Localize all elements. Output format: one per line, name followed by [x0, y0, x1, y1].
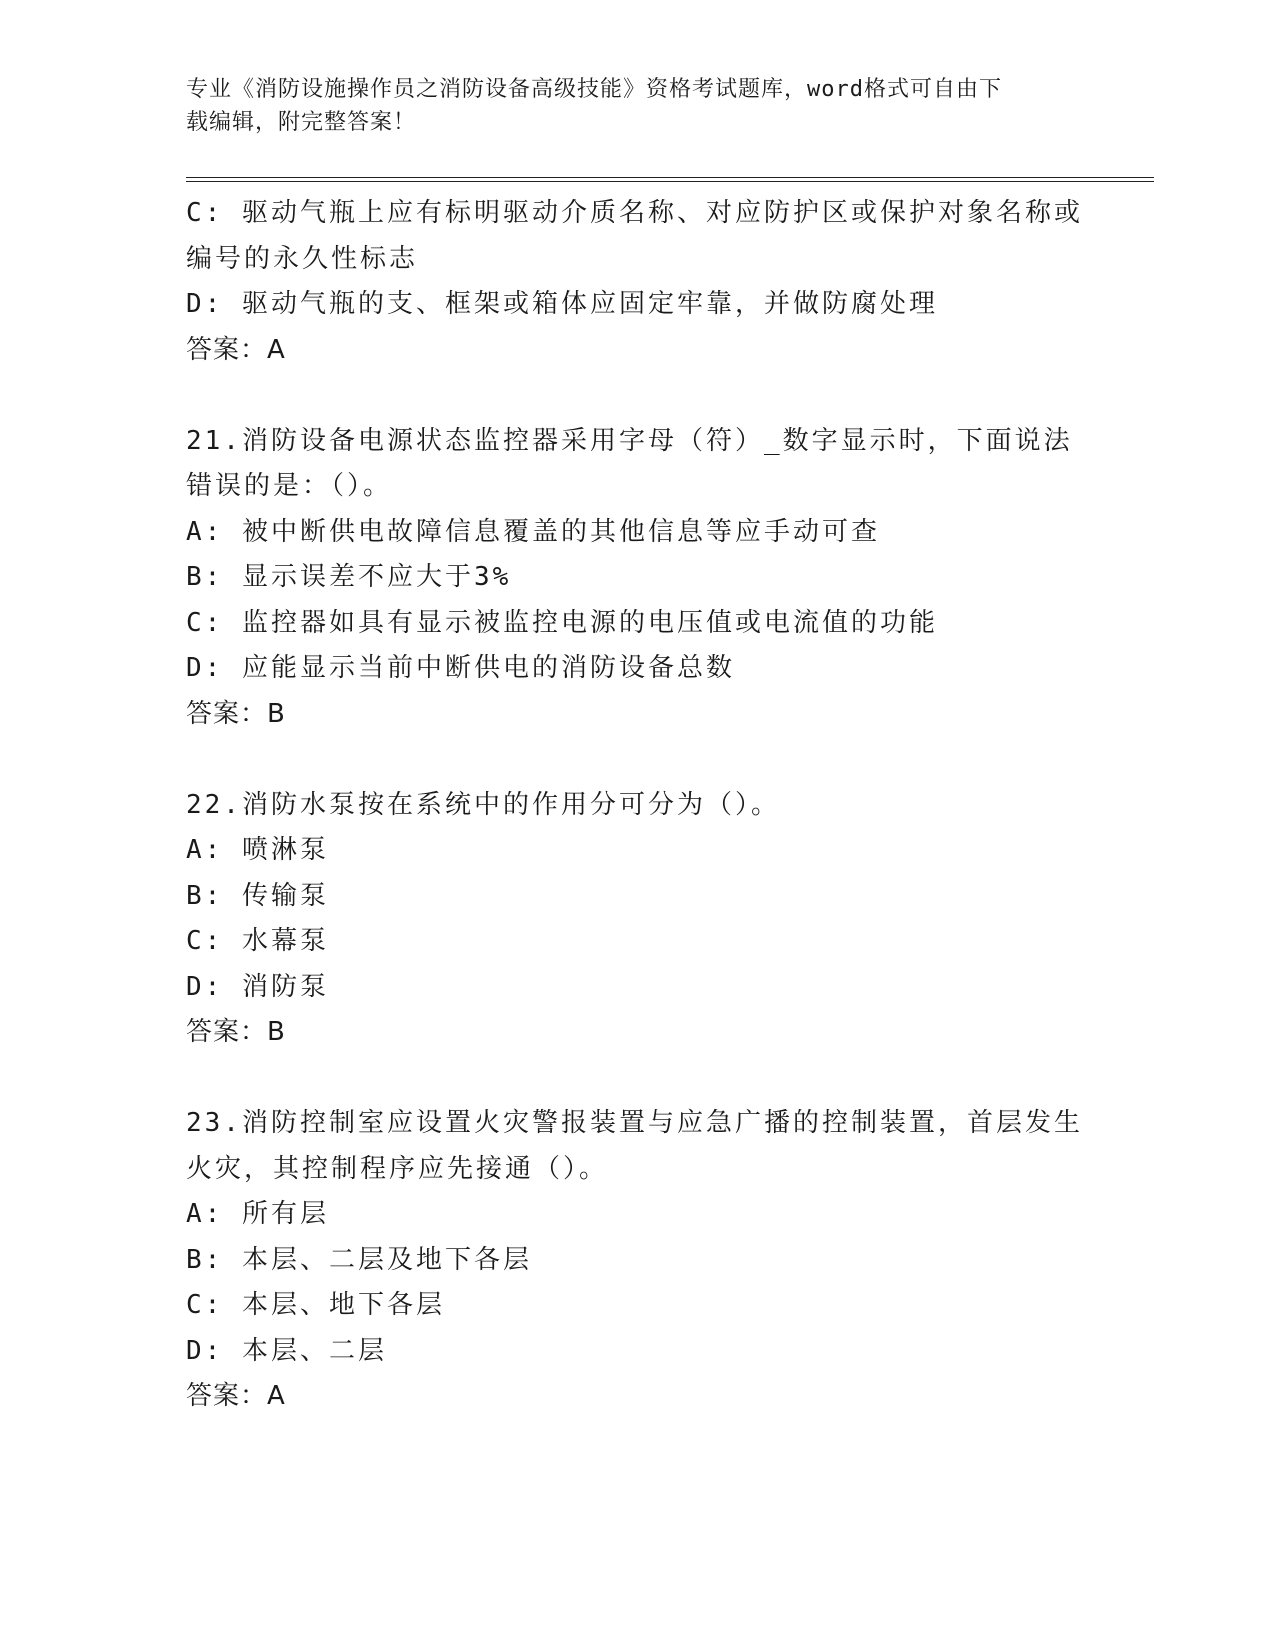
- spacer: [186, 737, 1086, 783]
- document-header: [186, 73, 1066, 139]
- previous-question-tail: [186, 191, 1086, 373]
- header-divider-bottom: [186, 181, 1154, 182]
- option-d: D: 消防泵: [186, 971, 329, 1002]
- option-d: D: 应能显示当前中断供电的消防设备总数: [186, 653, 735, 683]
- option-c: C: 本层、地下各层: [186, 1290, 445, 1320]
- question-stem-line-1: 22.消防水泵按在系统中的作用分可分为（）。: [186, 789, 780, 820]
- option-c-line-1: C: 驱动气瓶上应有标明驱动介质名称、对应防护区或保护对象名称或: [186, 198, 1083, 228]
- question-21: [186, 419, 1086, 738]
- question-stem-line-2: 火灾，其控制程序应先接通（）。: [186, 1153, 609, 1184]
- question-list: [186, 191, 1086, 1420]
- answer-line: 答案：A: [186, 1381, 286, 1411]
- option-c: C: 水幕泵: [186, 926, 329, 956]
- option-a: A: 喷淋泵: [186, 835, 329, 865]
- spacer: [186, 1056, 1086, 1102]
- header-line-2: 载编辑，附完整答案！: [186, 110, 417, 135]
- option-b: B: 本层、二层及地下各层: [186, 1244, 532, 1275]
- question-stem-line-1: 21.消防设备电源状态监控器采用字母（符）_数字显示时，下面说法: [186, 425, 1073, 456]
- spacer: [186, 373, 1086, 419]
- header-line-1: 专业《消防设施操作员之消防设备高级技能》资格考试题库，word格式可自由下: [186, 77, 1002, 102]
- answer-line: 答案：B: [186, 698, 286, 729]
- question-stem-line-2: 错误的是：（）。: [186, 471, 393, 501]
- header-divider-top: [186, 177, 1154, 178]
- question-22: [186, 783, 1086, 1056]
- answer-line: 答案：B: [186, 1017, 286, 1047]
- question-23: [186, 1101, 1086, 1420]
- option-d: D: 驱动气瓶的支、框架或箱体应固定牢靠，并做防腐处理: [186, 289, 938, 319]
- answer-line: 答案：A: [186, 334, 286, 365]
- option-a: A: 被中断供电故障信息覆盖的其他信息等应手动可查: [186, 516, 880, 547]
- option-b: B: 显示误差不应大于3%: [186, 562, 512, 592]
- option-d: D: 本层、二层: [186, 1335, 387, 1366]
- option-a: A: 所有层: [186, 1199, 329, 1229]
- option-c-line-2: 编号的永久性标志: [186, 243, 419, 274]
- option-b: B: 传输泵: [186, 880, 329, 911]
- question-stem-line-1: 23.消防控制室应设置火灾警报装置与应急广播的控制装置，首层发生: [186, 1108, 1083, 1138]
- option-c: C: 监控器如具有显示被监控电源的电压值或电流值的功能: [186, 607, 938, 638]
